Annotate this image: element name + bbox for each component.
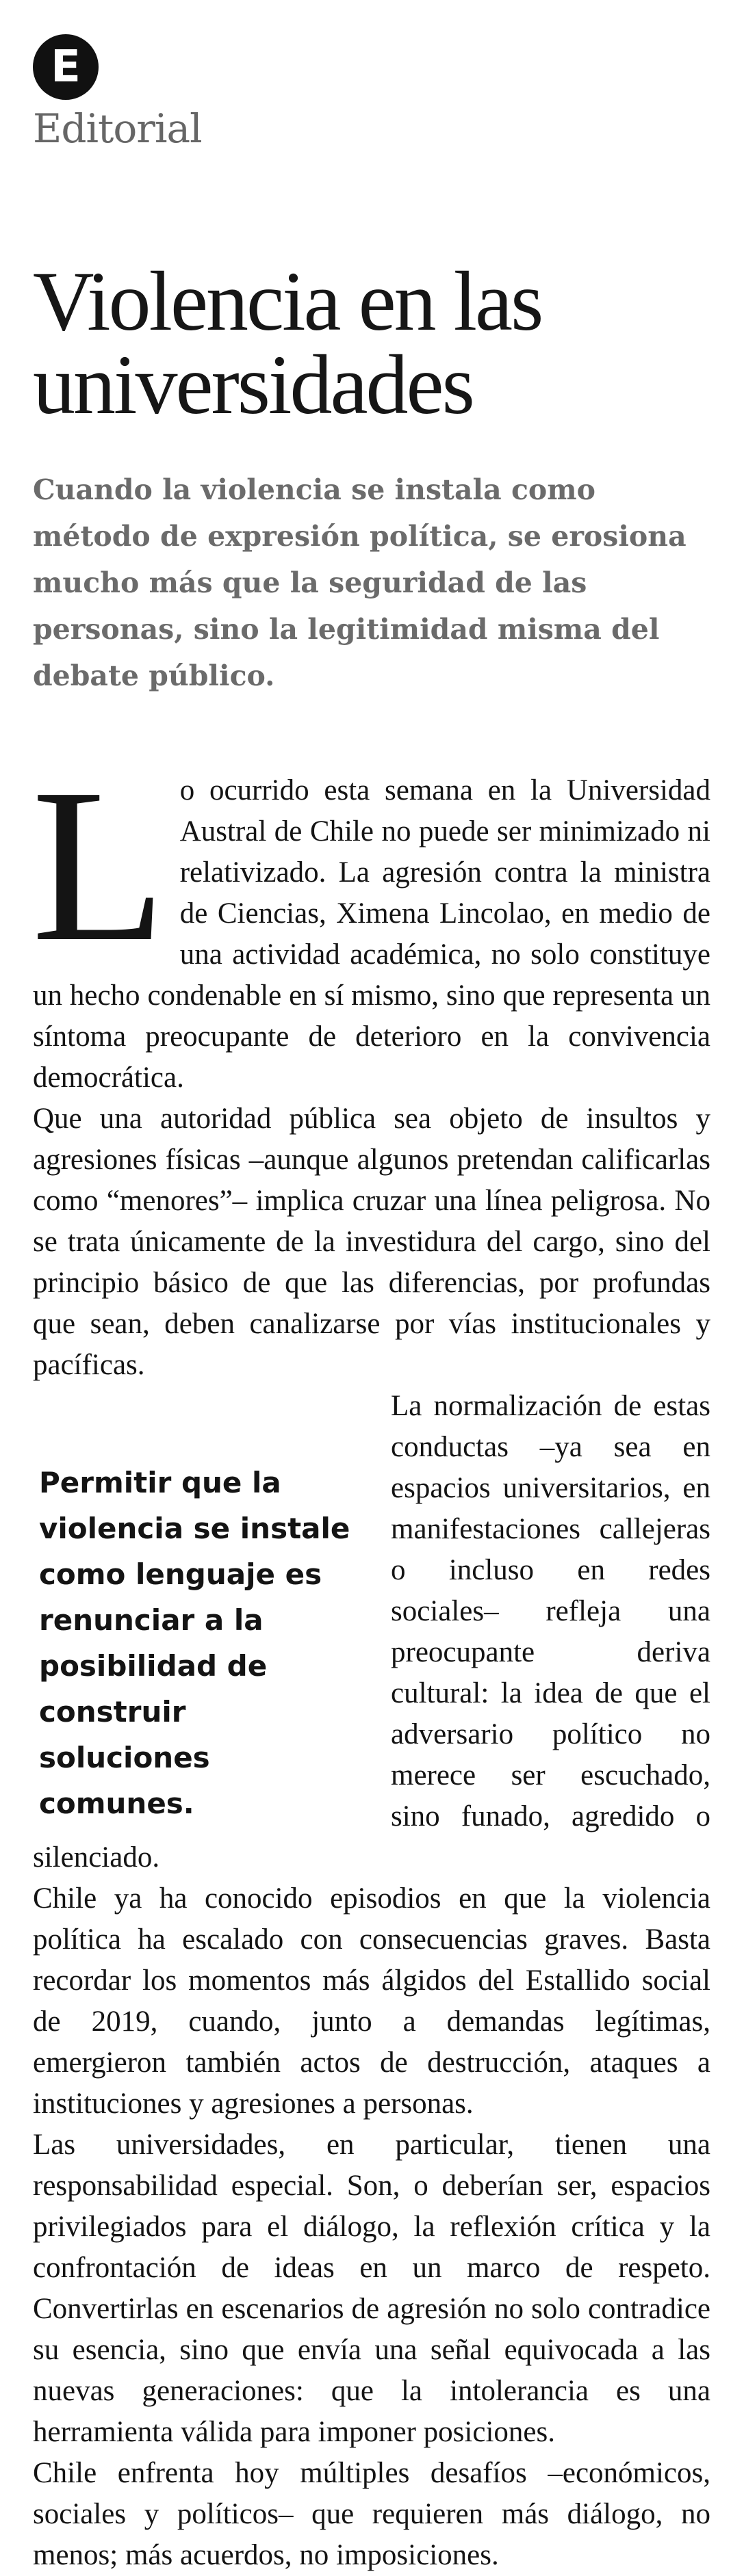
paragraph-2: Que una autoridad pública sea objeto de insultos y agresiones físicas –aunque algunos pretendan calificarlas como “menores”– implica cruzar una línea peligrosa. No se trata únicamente de la investidura del cargo, sino del principio básico de que las diferencias, por profundas que sean, deben canalizarse por vías institucionales y pacíficas.: [33, 1103, 710, 1381]
paragraph-3: [33, 1386, 710, 1878]
paragraph-4: Chile ya ha conocido episodios en que la violencia política ha escalado con consecuencias graves. Basta recordar los momentos más álgidos del Estallido social de 2019, cuando, junto a demandas legítimas, emergieron también actos de destrucción, ataques a instituciones y agresiones a personas.: [33, 1882, 710, 2120]
section-badge-letter: E: [51, 42, 81, 92]
article-dek: Cuando la violencia se instala como método de expresión política, se erosiona mucho más que la seguridad de las personas, sino la legitimidad misma del debate público.: [33, 473, 687, 692]
paragraph-1: [31, 743, 710, 1099]
section-badge: [33, 34, 99, 100]
paragraph-5: Las universidades, en particular, tienen una responsabilidad especial. Son, o deberían ser, espacios privilegiados para el diálogo, la reflexión crítica y la confrontación de ideas en un marco de respeto. Convertirlas en escenarios de agresión no solo contradice su esencia, sino que envía una señal equivocada a las nuevas generaciones: que la intolerancia es una herramienta válida para imponer posiciones.: [33, 2129, 710, 2448]
article-title: Violencia en las universidades: [33, 254, 542, 432]
editorial-page: [33, 27, 710, 2576]
drop-cap: L: [31, 743, 166, 987]
paragraph-6: Chile enfrenta hoy múltiples desafíos –económicos, sociales y políticos– que requieren más diálogo, no menos; más acuerdos, no imposiciones.: [33, 2457, 710, 2571]
section-header: [33, 27, 710, 157]
paragraph-1-text: o ocurrido esta semana en la Universidad Austral de Chile no puede ser minimizado ni relativizado. La agresión contra la ministra de Ciencias, Ximena Lincolao, en medio de una actividad académica, no solo constituye un hecho condenable en sí mismo, sino que representa un síntoma preocupante de deterioro en la convivencia democrática.: [33, 774, 710, 1094]
pull-quote: Permitir que la violencia se instale como lenguaje es renunciar a la posibilidad de construir soluciones comunes.: [39, 1466, 350, 1820]
paragraph-3-text: La normalización de estas conductas –ya sea en espacios universitarios, en manifestaciones callejeras o incluso en redes sociales– refleja una preocupante deriva cultural: la idea de que el adversario político no merece ser escuchado, sino funado, agredido o silenciado.: [33, 1390, 710, 1874]
article-body: [31, 743, 710, 2576]
section-label: Editorial: [33, 105, 202, 152]
